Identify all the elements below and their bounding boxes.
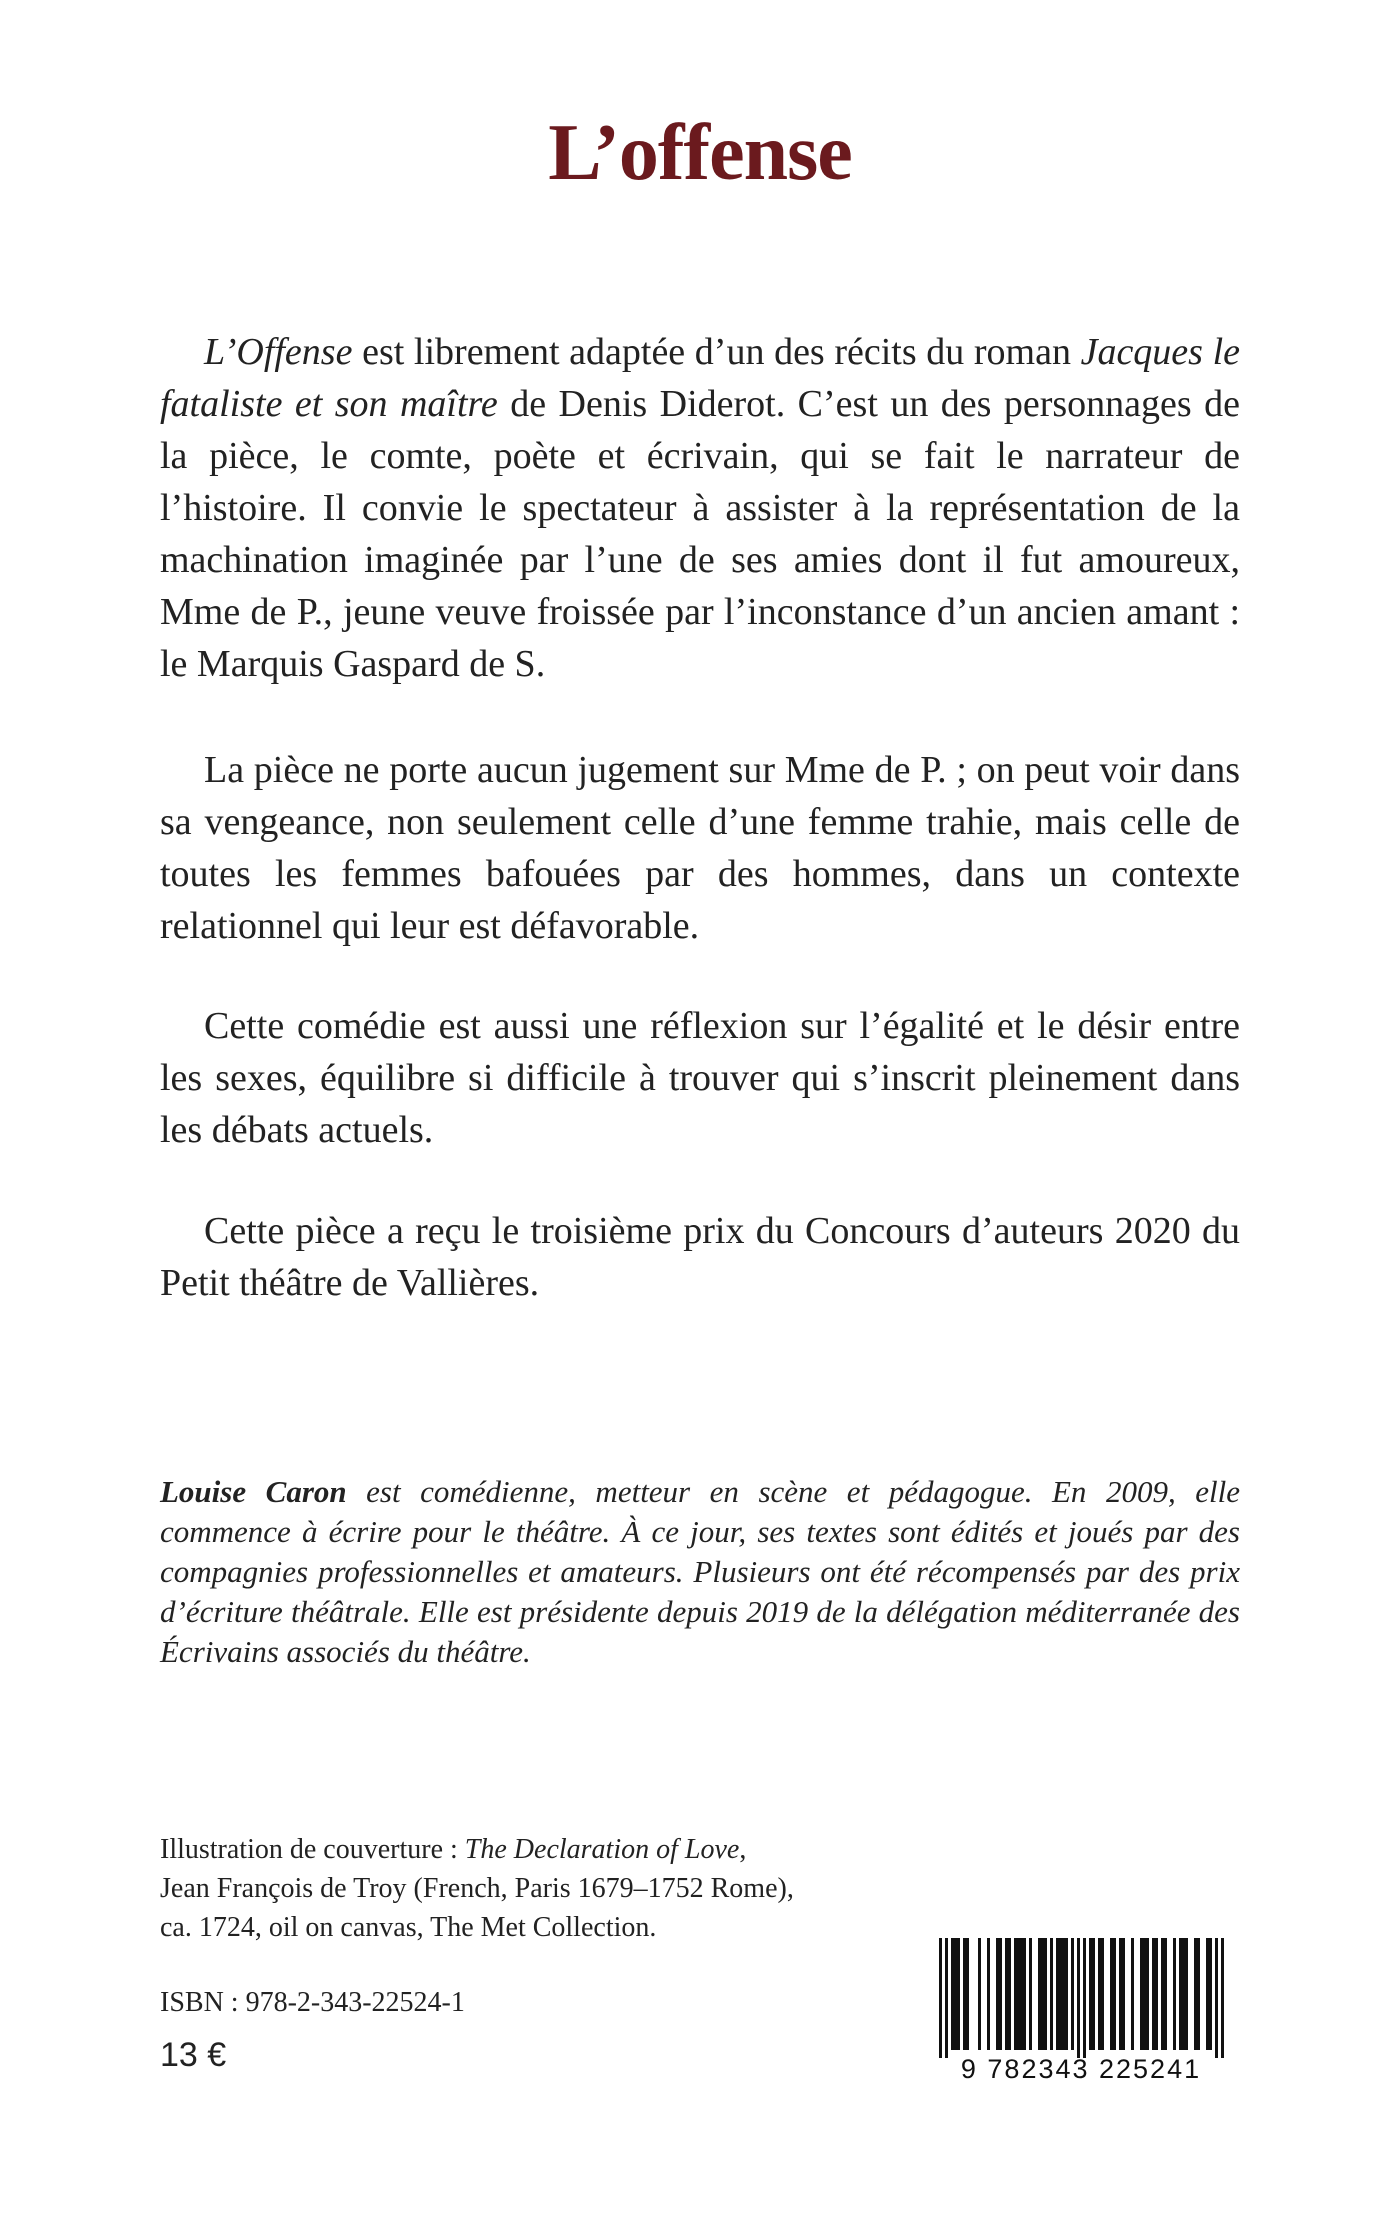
credit-work-title: The Declaration of Love xyxy=(464,1834,740,1865)
barcode-bar xyxy=(1077,1938,1080,2058)
barcode-bar xyxy=(1008,1938,1011,2050)
description-text-a: est librement adaptée d’un des récits du roman xyxy=(352,331,1081,373)
credit-line-3: ca. 1724, oil on canvas, The Met Collection. xyxy=(160,1912,657,1943)
barcode-bar xyxy=(963,1938,966,2050)
barcode-bar xyxy=(1215,1938,1218,2058)
barcode-bar xyxy=(1056,1938,1059,2050)
description-paragraph-1 xyxy=(160,326,1240,690)
barcode-bar xyxy=(1119,1938,1122,2050)
illustration-credit xyxy=(160,1830,880,1947)
barcode-bar xyxy=(1110,1938,1113,2050)
barcode-bar xyxy=(957,1938,960,2050)
description-paragraph-4 xyxy=(160,1205,1240,1309)
barcode-bar xyxy=(987,1938,990,2050)
barcode-bar xyxy=(1020,1938,1023,2050)
barcode-bar xyxy=(1194,1938,1197,2050)
barcode-bar xyxy=(1164,1938,1167,2050)
barcode-bar xyxy=(1062,1938,1065,2050)
barcode-bar xyxy=(1038,1938,1041,2050)
credit-after-title: , xyxy=(739,1834,747,1865)
barcode-bar xyxy=(1146,1938,1149,2050)
barcode-bar xyxy=(1131,1938,1134,2050)
book-title: L’offense xyxy=(548,109,852,197)
barcode-bar xyxy=(1089,1938,1092,2050)
description-paragraph-4-text: Cette pièce a reçu le troisième prix du Concours d’auteurs 2020 du Petit théâtre de Vallières. xyxy=(160,1210,1240,1304)
barcode-bar xyxy=(1014,1938,1017,2050)
description-text-b: de Denis Diderot. C’est un des personnages de la pièce, le comte, poète et écrivain, qui se fait le narrateur de l’histoire. Il convie le spectateur à assister à la représentation de la machination imaginée par l’une de ses amies dont il fut amoureux, Mme de P., jeune veuve froissée par l’inconstance d’un ancien amant : le Marquis Gaspard de S. xyxy=(160,383,1240,685)
barcode-bar xyxy=(1017,1938,1020,2050)
barcode xyxy=(923,1938,1239,2088)
barcode-bar xyxy=(1065,1938,1068,2050)
barcode-bar xyxy=(1098,1938,1101,2050)
barcode-bar xyxy=(966,1938,969,2050)
barcode-bar xyxy=(1206,1938,1209,2050)
author-bio-text: est comédienne, metteur en scène et pédagogue. En 2009, elle commence à écrire pour le théâtre. À ce jour, ses textes sont édités et joués par des compagnies professionnelles et amateurs. Plusieurs ont été récompensés par des prix d’écriture théâtrale. Elle est présidente depuis 2019 de la délégation méditerranée des Écrivains associés du théâtre. xyxy=(160,1474,1240,1669)
barcode-bar xyxy=(1044,1938,1047,2050)
description-paragraph-3-text: Cette comédie est aussi une réflexion sur l’égalité et le désir entre les sexes, équilibre si difficile à trouver qui s’inscrit pleinement dans les débats actuels. xyxy=(160,1005,1240,1151)
barcode-bar xyxy=(1029,1938,1032,2050)
barcode-bar xyxy=(1059,1938,1062,2050)
barcode-bar xyxy=(954,1938,957,2050)
description-paragraph-2-text: La pièce ne porte aucun jugement sur Mme de P. ; on peut voir dans sa vengeance, non seulement celle d’une femme trahie, mais celle de toutes les femmes bafouées par des hommes, dans un contexte relationnel qui leur est défavorable. xyxy=(160,749,1240,947)
barcode-bar xyxy=(1023,1938,1026,2050)
barcode-bar xyxy=(1140,1938,1143,2050)
barcode-bar xyxy=(1155,1938,1158,2050)
barcode-bar xyxy=(1182,1938,1185,2050)
barcode-bar xyxy=(1041,1938,1044,2050)
barcode-digits: 9 782343 225241 xyxy=(960,2054,1202,2084)
barcode-bar xyxy=(1083,1938,1086,2058)
barcode-bar xyxy=(1221,1938,1224,2058)
description-paragraph-2 xyxy=(160,744,1240,952)
price: 13 € xyxy=(160,2036,227,2074)
barcode-bar xyxy=(945,1938,948,2058)
barcode-bars xyxy=(923,1938,1239,2058)
barcode-bar xyxy=(1101,1938,1104,2050)
barcode-bar xyxy=(1122,1938,1125,2050)
barcode-bar xyxy=(978,1938,981,2050)
barcode-bar xyxy=(1152,1938,1155,2050)
barcode-bar xyxy=(1179,1938,1182,2050)
title-italic: L’Offense xyxy=(204,331,353,373)
barcode-bar xyxy=(1050,1938,1053,2050)
barcode-bar xyxy=(939,1938,942,2058)
barcode-bar xyxy=(1113,1938,1116,2050)
credit-label: Illustration de couverture : xyxy=(160,1834,465,1865)
barcode-bar xyxy=(1005,1938,1008,2050)
description-paragraph-3 xyxy=(160,1000,1240,1156)
barcode-bar xyxy=(1092,1938,1095,2050)
barcode-bar xyxy=(1143,1938,1146,2050)
barcode-bar xyxy=(1185,1938,1188,2050)
author-bio xyxy=(160,1472,1240,1672)
credit-line-2: Jean François de Troy (French, Paris 1679–1752 Rome), xyxy=(160,1873,794,1904)
isbn: ISBN : 978-2-343-22524-1 xyxy=(160,1987,465,2018)
novel-title-italic: Jacques le fataliste et son maître xyxy=(160,331,1241,425)
barcode-bar xyxy=(1173,1938,1176,2050)
barcode-bar xyxy=(1197,1938,1200,2050)
barcode-bar xyxy=(951,1938,954,2050)
barcode-bar xyxy=(996,1938,999,2050)
barcode-bar xyxy=(1209,1938,1212,2050)
barcode-bar xyxy=(999,1938,1002,2050)
barcode-bar xyxy=(1071,1938,1074,2050)
author-name: Louise Caron xyxy=(160,1474,347,1509)
barcode-bar xyxy=(1161,1938,1164,2050)
